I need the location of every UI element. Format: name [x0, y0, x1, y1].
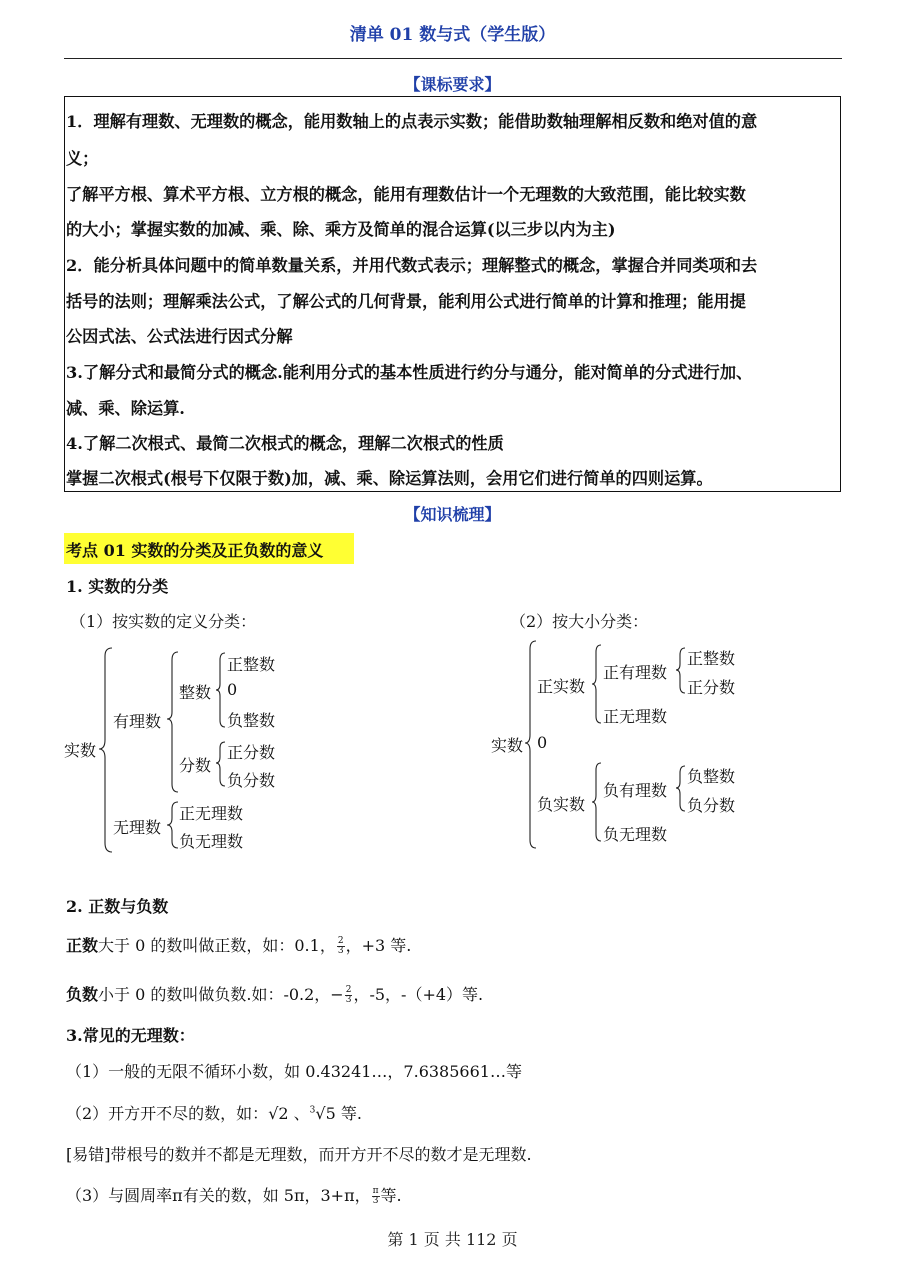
tree2-neg-rational: 负有理数: [603, 781, 668, 800]
requirement-line: 括号的法则；理解乘法公式，了解公式的几何背景，能利用公式进行简单的计算和推理；能用提: [66, 292, 746, 311]
positive-text-end: ，+3 等.: [345, 936, 412, 955]
fraction: $\frac{\pi}{3}$: [372, 1186, 379, 1206]
negative-text: 小于 0 的数叫做负数.如：-0.2，−: [98, 985, 344, 1004]
requirement-line: 减、乘、除运算.: [66, 399, 185, 418]
requirement-line: 4.了解二次根式、最简二次根式的概念，理解二次根式的性质: [66, 434, 504, 453]
brace-negative: [592, 763, 601, 841]
tree1-rational: 有理数: [113, 712, 162, 731]
page-title: 清单 01 数与式（学生版）: [349, 25, 556, 45]
requirement-line: 义；: [66, 149, 99, 168]
section-heading: 1. 实数的分类: [66, 577, 169, 596]
tree1-neg-int: 负整数: [227, 711, 276, 730]
positive-text: 大于 0 的数叫做正数，如：0.1，: [98, 936, 336, 955]
requirement-line: 1．理解有理数、无理数的概念，能用数轴上的点表示实数；能借助数轴理解相反数和绝对值的意: [66, 112, 758, 131]
page-number: 第 1 页 共 112 页: [387, 1230, 518, 1249]
tree1-pos-frac: 正分数: [227, 743, 276, 762]
brace-integer: [216, 653, 225, 727]
tree2-pos-int: 正整数: [687, 649, 736, 668]
brace-rational: [167, 652, 178, 792]
tree2-pos-frac: 正分数: [687, 678, 736, 697]
tree1-zero: 0: [227, 680, 238, 699]
tree2-pos-rational: 正有理数: [603, 663, 668, 682]
requirement-line: 3.了解分式和最简分式的概念.能利用分式的基本性质进行约分与通分，能对简单的分式进行加、: [66, 363, 753, 382]
tree2-positive: 正实数: [537, 677, 586, 696]
tree2-root: 实数: [491, 736, 524, 755]
tree2-pos-irr: 正无理数: [603, 707, 668, 726]
tree1-pos-irr: 正无理数: [179, 804, 244, 823]
root-index: 3: [309, 1105, 316, 1116]
section-heading: 3.常见的无理数：: [66, 1026, 195, 1045]
tree1-neg-frac: 负分数: [227, 771, 276, 790]
irrational-item: （3）与圆周率π有关的数，如 5π，3+π， $\frac{\pi}{3}$ 等.: [66, 1186, 402, 1206]
sqrt-2: √2: [268, 1104, 289, 1123]
requirements-title: 【课标要求】: [404, 75, 501, 94]
brace-root-2: [525, 641, 536, 848]
cbrt-5: √5: [315, 1104, 336, 1123]
tree2-caption: （2）按大小分类：: [510, 612, 649, 631]
tree1-root: 实数: [64, 741, 97, 760]
negative-text-end: ，-5，-（+4）等.: [353, 985, 484, 1004]
tree2-neg-irr: 负无理数: [603, 825, 668, 844]
tree1-neg-irr: 负无理数: [179, 832, 244, 851]
positive-definition: [66, 933, 411, 956]
tree1-integer: 整数: [179, 683, 212, 702]
tree1-caption: （1）按实数的定义分类：: [70, 612, 257, 631]
irrational-item: （2）开方开不尽的数，如：√2 、$^3$√5 等.: [66, 1104, 362, 1123]
requirement-line: 了解平方根、算术平方根、立方根的概念，能用有理数估计一个无理数的大致范围，能比较实数: [66, 185, 746, 204]
tree1-fraction: 分数: [179, 756, 212, 775]
brace-positive: [592, 645, 601, 723]
fraction: $\frac{2}{3}$: [337, 936, 344, 956]
positive-term: 正数: [66, 936, 99, 955]
tree2-zero: 0: [537, 733, 548, 752]
irrational-item: （1）一般的无限不循环小数，如 0.43241…，7.6385661…等: [66, 1062, 522, 1081]
knowledge-title: 【知识梳理】: [404, 505, 501, 524]
requirement-line: 公因式法、公式法进行因式分解: [66, 327, 293, 346]
negative-definition: [66, 982, 483, 1005]
tree1-pos-int: 正整数: [227, 655, 276, 674]
fraction: $\frac{2}{3}$: [345, 985, 352, 1005]
requirement-line: 2．能分析具体问题中的简单数量关系，并用代数式表示；理解整式的概念，掌握合并同类项和去: [66, 256, 758, 275]
brace-neg-rational: [676, 766, 685, 811]
brace-root: [99, 648, 112, 852]
tree2-neg-int: 负整数: [687, 767, 736, 786]
brace-fraction: [216, 742, 225, 786]
tree1-irrational: 无理数: [113, 818, 162, 837]
tree2-negative: 负实数: [537, 795, 586, 814]
section-heading: 2. 正数与负数: [66, 897, 169, 916]
brace-pos-rational: [676, 648, 685, 693]
tree2-neg-frac: 负分数: [687, 796, 736, 815]
requirement-line: 掌握二次根式(根号下仅限于数)加，减、乘、除运算法则，会用它们进行简单的四则运算。: [66, 469, 713, 488]
negative-term: 负数: [66, 985, 99, 1004]
brace-irrational: [167, 802, 178, 848]
topic-heading: 考点 01 实数的分类及正负数的意义: [66, 541, 324, 560]
requirement-line: 的大小；掌握实数的加减、乘、除、乘方及简单的混合运算(以三步以内为主): [66, 220, 616, 239]
mistake-note: [易错]带根号的数并不都是无理数，而开方开不尽的数才是无理数.: [66, 1145, 532, 1164]
